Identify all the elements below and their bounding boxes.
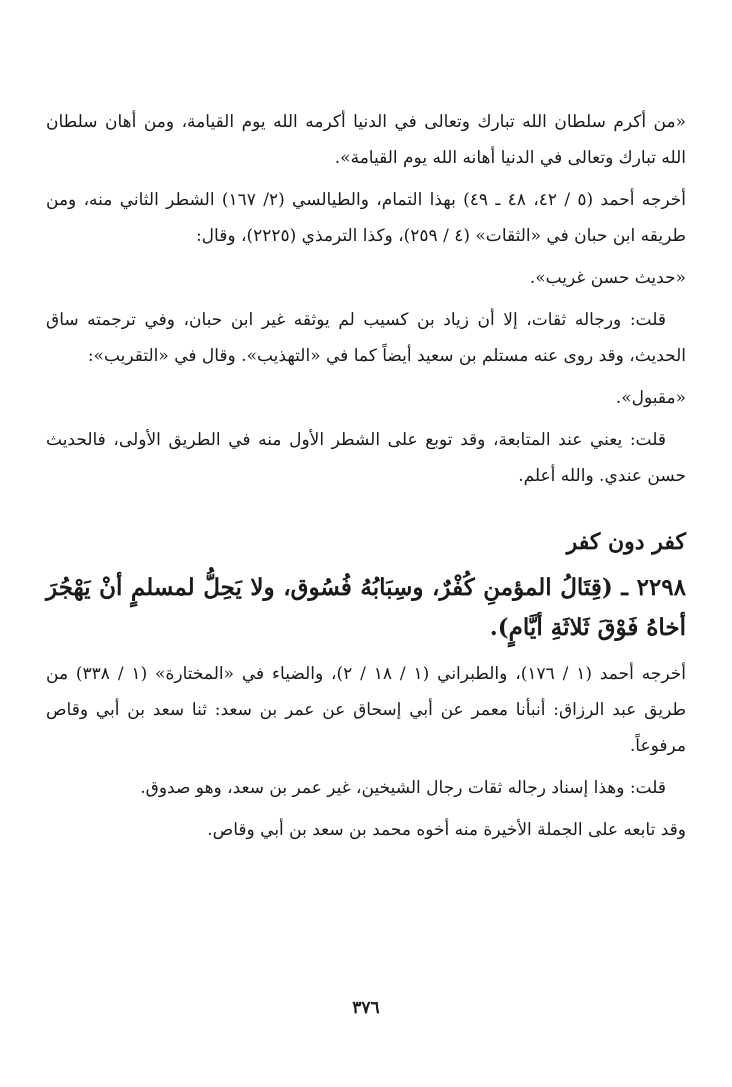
hadith-text: ٢٢٩٨ ـ (قِتَالُ المؤمنِ كُفْرٌ، وسِبَابُهُ فُسُوق، ولا يَحِلُّ لمسلمٍ أنْ يَهْجُرَ أخاهُ فَوْقَ ثَلاثَةِ أيَّامٍ). (46, 574, 686, 641)
section-title: كفر دون كفر (566, 529, 686, 555)
corroboration-note: وقد تابعه على الجملة الأخيرة منه أخوه محمد بن سعد بن أبي وقاص. (207, 820, 686, 840)
conclusion-paragraph: قلت: يعني عند المتابعة، وقد توبع على الشطر الأول منه في الطريق الأولى، فالحديث حسن عندي. والله أعلم. (46, 430, 686, 486)
page-number: ٣٧٦ (352, 998, 380, 1018)
isnad-assessment: قلت: وهذا إسناد رجاله ثقات رجال الشيخين، غير عمر بن سعد، وهو صدوق. (140, 778, 666, 798)
taqrib-verdict: «مقبول». (615, 388, 686, 408)
commentary-paragraph: قلت: ورجاله ثقات، إلا أن زياد بن كسيب لم يوثقه غير ابن حبان، وفي ترجمته ساق الحديث، وقد روى عنه مستلم بن سعيد أيضاً كما في «التهذيب». وقال في «التقريب»: (46, 310, 686, 366)
quoted-hadith-text: «من أكرم سلطان الله تبارك وتعالى في الدنيا أكرمه الله يوم القيامة، ومن أهان سلطان الله تبارك وتعالى في الدنيا أهانه الله يوم القيامة». (46, 112, 686, 168)
takhrij-paragraph-2: أخرجه أحمد (١ / ١٧٦)، والطبراني (١ / ١٨ / ٢)، والضياء في «المختارة» (١ / ٣٣٨) من طريق عبد الرزاق: أنبأنا معمر عن أبي إسحاق عن عمر بن سعد: ثنا سعد بن أبي وقاص مرفوعاً. (46, 664, 686, 756)
page-body (46, 104, 686, 848)
takhrij-paragraph: أخرجه أحمد (٥ / ٤٢، ٤٨ ـ ٤٩) بهذا التمام، والطيالسي (٢/ ١٦٧) الشطر الثاني منه، ومن طريقه ابن حبان في «الثقات» (٤ / ٢٥٩)، وكذا الترمذي (٢٢٢٥)، وقال: (46, 190, 686, 246)
tirmidhi-verdict: «حديث حسن غريب». (529, 268, 686, 288)
